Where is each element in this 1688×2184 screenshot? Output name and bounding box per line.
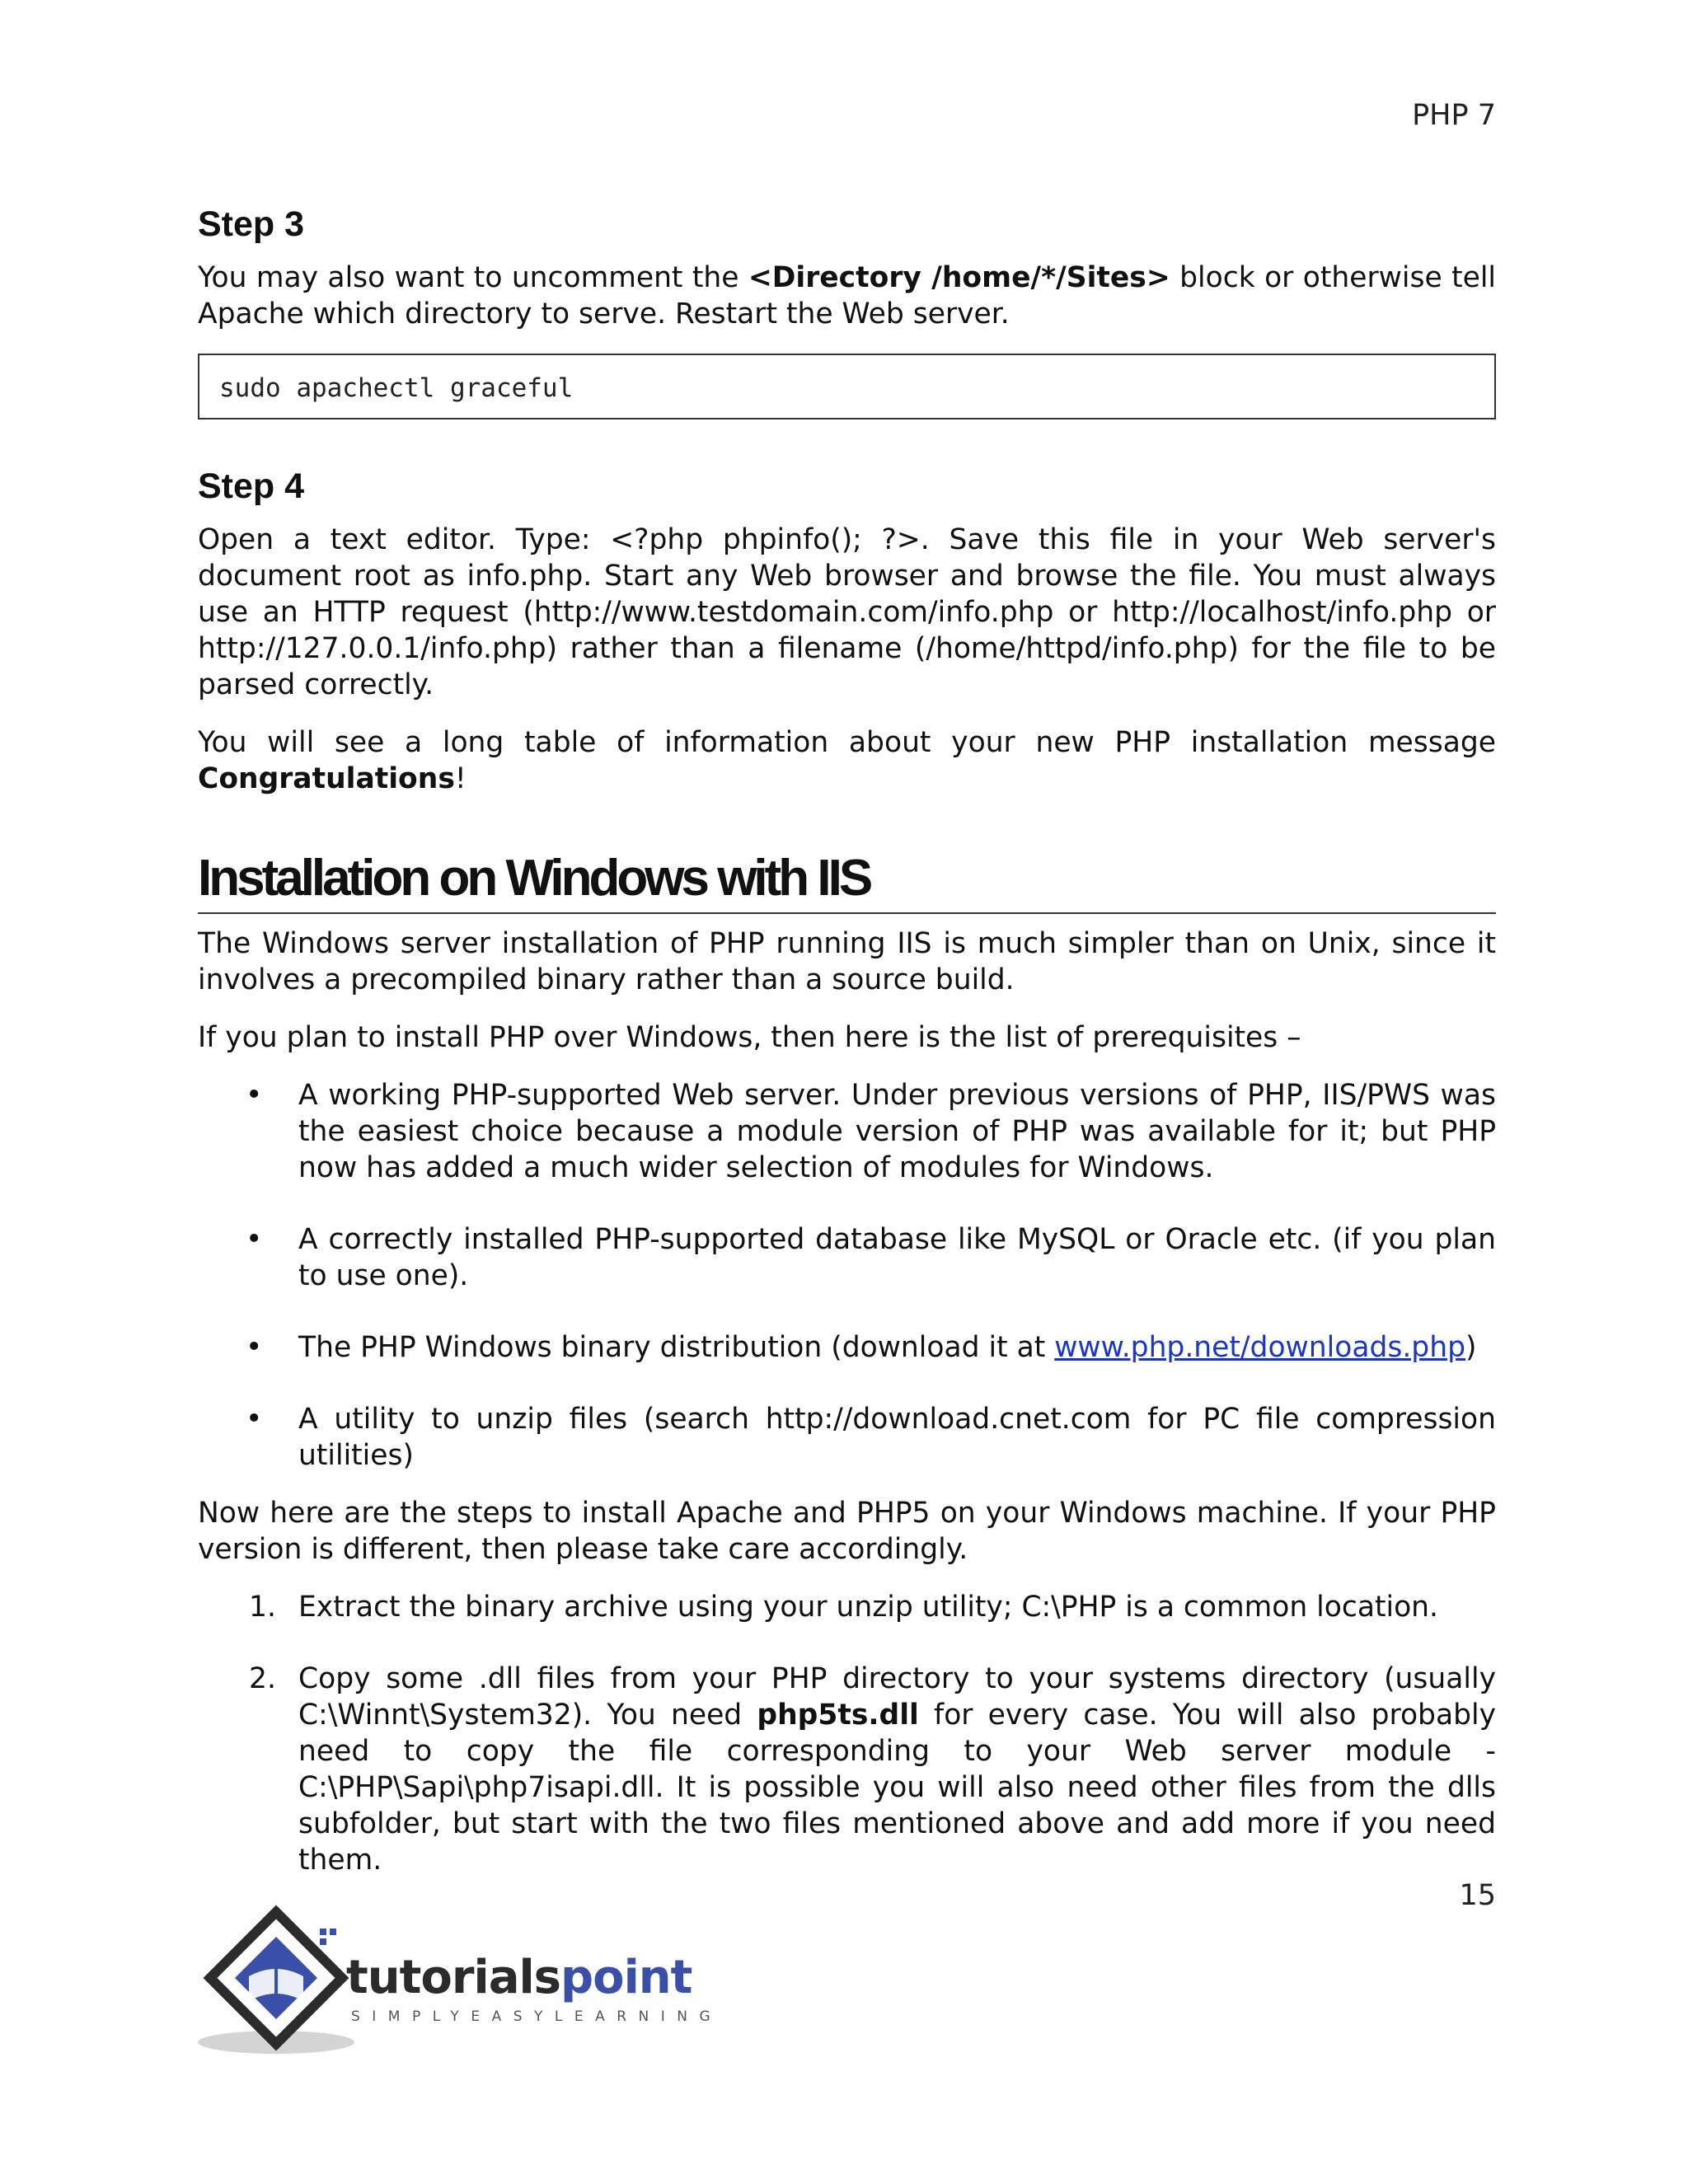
step4-heading: Step 4 xyxy=(198,466,305,506)
list-item xyxy=(198,1329,1496,1366)
steps-intro: Now here are the steps to install Apache and PHP5 on your Windows machine. If your PHP version is different, then please take care accordingly. xyxy=(198,1497,1496,1566)
code-command: sudo apachectl graceful xyxy=(219,373,574,403)
php-downloads-link[interactable]: www.php.net/downloads.php xyxy=(1054,1331,1465,1364)
list-item-text: Copy some .dll files from your PHP directory to your systems directory (usually C:\Winnt\System32). You need xyxy=(298,1662,1496,1732)
step4-section xyxy=(198,466,1496,797)
prerequisites-list xyxy=(198,1077,1496,1474)
running-header: PHP 7 xyxy=(1412,99,1496,132)
section-heading: Installation on Windows with IIS xyxy=(198,849,1496,914)
windows-iis-section xyxy=(198,849,1496,1878)
bullet-marker: • xyxy=(246,1223,263,1256)
logo-tagline: SIMPLYEASYLEARNING xyxy=(351,2008,723,2025)
logo-mark-icon xyxy=(198,1904,725,2069)
step4-paragraph-1: Open a text editor. Type: <?php phpinfo(); ?>. Save this file in your Web server's document root as info.php. Start any Web browser and browse the file. You must always use an HTTP request (http://www.testdomain.com/info.php or http://localhost/info.php or http://127.0.0.1/info.php) rather than a filename (/home/httpd/info.php) for the file to be parsed correctly. xyxy=(198,523,1496,701)
directory-directive: <Directory /home/*/Sites> xyxy=(748,261,1170,294)
congratulations-text: Congratulations xyxy=(198,762,455,795)
step4-paragraph-2 xyxy=(198,724,1496,797)
list-item xyxy=(198,1661,1496,1878)
bullet-marker: • xyxy=(246,1403,263,1436)
tutorialspoint-logo xyxy=(198,1904,725,2069)
logo-word-tutorials: tutorials xyxy=(346,1951,561,2004)
step4-text-start: You will see a long table of information about your new PHP installation message xyxy=(198,726,1496,759)
list-item-text-end: ) xyxy=(1465,1331,1477,1364)
step3-heading: Step 3 xyxy=(198,204,305,244)
list-item-text: Extract the binary archive using your unzip utility; C:\PHP is a common location. xyxy=(298,1591,1439,1624)
section-intro-1: The Windows server installation of PHP running IIS is much simpler than on Unix, since it involves a precompiled binary rather than a source build. xyxy=(198,927,1496,996)
dll-filename: php5ts.dll xyxy=(757,1699,919,1732)
list-item xyxy=(198,1401,1496,1474)
list-item xyxy=(198,1221,1496,1294)
section-intro-2: If you plan to install PHP over Windows, then here is the list of prerequisites – xyxy=(198,1021,1301,1054)
step3-section xyxy=(198,204,1496,419)
list-item-text: A utility to unzip files (search http://download.cnet.com for PC file compression utilities) xyxy=(298,1403,1496,1472)
svg-text:tutorialspoint xyxy=(346,1951,692,2004)
step4-text-end: ! xyxy=(454,762,467,795)
logo-word-point: point xyxy=(560,1951,692,2004)
bullet-marker: • xyxy=(246,1331,263,1364)
list-item-text: A correctly installed PHP-supported database like MySQL or Oracle etc. (if you plan to use one). xyxy=(298,1223,1496,1292)
list-item-text-end: for every case. You will also probably need to copy the file corresponding to your Web server module - C:\PHP\Sapi\php7isapi.dll. It is possible you will also need other files from the dlls subfolder, but start with the two files mentioned above and add more if you need them. xyxy=(298,1699,1497,1877)
list-item-text: The PHP Windows binary distribution (download it at xyxy=(298,1331,1055,1364)
list-item-text: A working PHP-supported Web server. Under previous versions of PHP, IIS/PWS was the easiest choice because a module version of PHP was available for it; but PHP now has added a much wider selection of modules for Windows. xyxy=(298,1079,1496,1184)
step-number: 2. xyxy=(249,1662,276,1695)
page-number: 15 xyxy=(1459,1879,1496,1912)
step3-text-start: You may also want to uncomment the xyxy=(198,261,748,294)
step3-text-end: block or otherwise tell Apache which directory to serve. Restart the Web server. xyxy=(198,261,1496,330)
install-steps-list xyxy=(198,1589,1496,1878)
code-block xyxy=(198,354,1496,419)
list-item xyxy=(198,1077,1496,1186)
bullet-marker: • xyxy=(246,1079,263,1112)
list-item xyxy=(198,1589,1496,1625)
step-number: 1. xyxy=(249,1591,276,1624)
step3-paragraph xyxy=(198,260,1496,332)
